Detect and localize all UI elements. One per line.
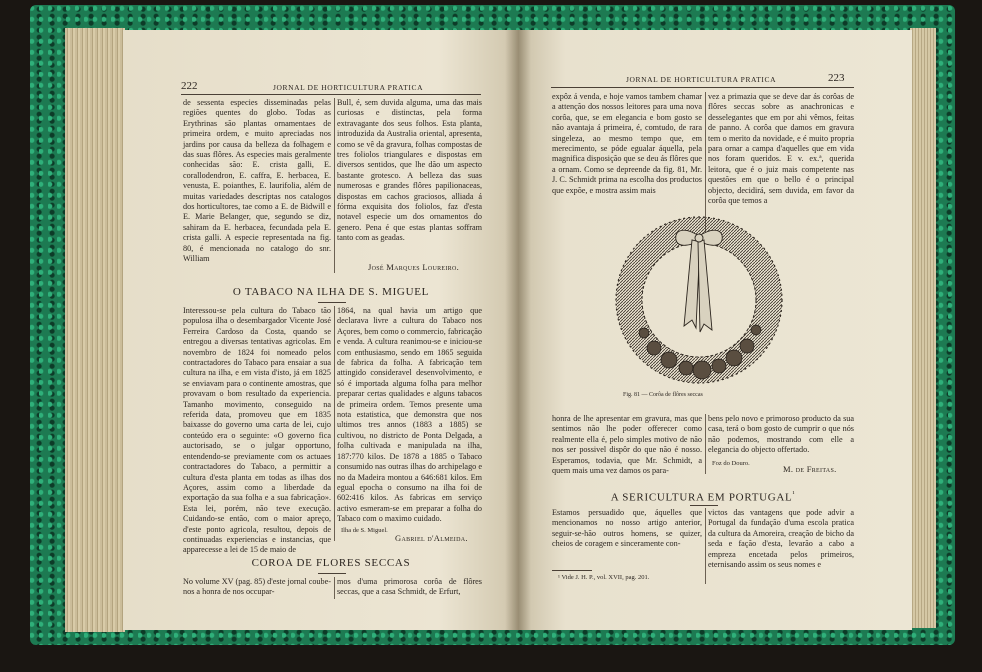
right-page <box>518 30 912 630</box>
column-divider <box>705 414 706 474</box>
section-title-tabaco: O TABACO NA ILHA DE S. MIGUEL <box>232 286 430 298</box>
place-sao-miguel: Ilha de S. Miguel. <box>341 527 388 534</box>
left-page <box>123 30 518 630</box>
right-top-col2: vez a primazia que se deve dar ás corôas de flôres seccas sobre as anachronicas e desselegantes que em por ahi vêmos, feitas de panno. A corôa que damos em gravura tem o merito da novidade, e é muito propria para ornar a campa d'aquelles que em vida nos foram queridos. E v. ex.ª, querida leitora, que é o juiz mais competente nas questões em que o bello é o principal objecto, decidirá, sem duvida, em favor da corôa que temos a <box>708 92 854 206</box>
column-divider <box>705 508 706 584</box>
column-divider <box>334 306 335 541</box>
section-title-sericultura <box>552 490 854 504</box>
left-top-col1: de sessenta especies disseminadas pelas regiões quentes do globo. Todas as Erythrinas são plantas ornamentaes de primeira ordem, e muito apreciadas nos jardins por causa da belleza da folhagem e das suas flôres. As especies mais geralmente conhecidas são: E. crista galli, E. corallodendron, E. caffra, E. herbacea, E. venusta, E. poianthes, E. laurifolia, além de muitas variedades descriptas nos catalogos dos horticultores, tae como a E. de Bidwill e E. Marie Belanger, que, segundo se diz, sahiram da E. herbacea, fecundada pela E. crista galli. A especie representada na fig. 80, é mencionada no catalogo do snr. William <box>183 98 331 264</box>
right-top-col1: expôz á venda, e hoje vamos tambem chamar a attenção dos nossos leitores para uma nova corôa, que, se em elegancia e bom gosto se não avantaja á primeira, é, comtudo, de rara singeleza, ao mesmo tempo que, em merecimento, se póde egualar áquella, pela magnifica disposição que se deu ás flôres que a ornam. Como se depreende da fig. 81, Mr. J. C. Schmidt prima na escolha dos productos que expõe, e mostra assim mais <box>552 92 702 195</box>
place-foz-do-douro: Foz do Douro. <box>712 460 750 467</box>
wreath-illustration <box>614 208 784 388</box>
title-rule <box>318 302 346 303</box>
tabaco-col2: 1864, na qual havia um artigo que declarava livre a cultura do Tabaco nos Açores, bem como o commercio, fabricação e venda. A cultura reanimou-se e iniciou-se com enthusiasmo, sendo em 1865 seguida de fabrica da folha. A fabricação tem attingido consideravel desenvolvimento, e só é importada alguma folha para melhor preparar certas qualidades e alguns tabacos de primeira ordem. Temos presente uma nota estatistica, que demonstra que nos ultimos tres annos (1883 a 1885) se cultivou, no districto de Ponta Delgada, a folha cultivada e manipulada na ilha, 187:770 kilos. De 1878 a 1885 o Tabaco consumido nas outras ilhas do archipelago e no da Madeira montou a 646:681 kilos. Em egual epocha o consumo na ilha foi de 602:416 kilos. As fabricas em serviço activo esmeram-se em preparar a folha do Tabaco com o maximo cuidado. <box>337 306 482 524</box>
left-top-col2: Bull, é, sem duvida alguma, uma das mais curiosas e distinctas, pela forma extravagante dos seus folhos. Esta planta, introduzida da Australia oriental, apresenta, como se vê da gravura, folhas compostas de tres foliolos triangulares e dispostas em diversos sentidos, que lhe dão um aspecto bastante grotesco. A belleza das suas numerosas e grandes flôres papilionaceas, dispostas em cachos graciosos, alliada á fórma exquisita dos foliolos, faz d'esta notavel especie um dos ornamentos do genero. Pena é que estas plantas soffram tanto com as geadas. <box>337 98 482 243</box>
left-page-number: 222 <box>181 80 198 92</box>
right-page-number: 223 <box>828 72 845 84</box>
page-edges-right <box>910 28 936 628</box>
header-rule <box>551 87 854 88</box>
section-title-coroa: COROA DE FLORES SECCAS <box>251 557 411 569</box>
sericultura-title-text: A SERICULTURA EM PORTUGAL <box>610 491 793 504</box>
left-running-head: JORNAL DE HORTICULTURA PRATICA <box>273 83 424 92</box>
ribbon-bow <box>676 230 723 332</box>
title-rule <box>690 505 718 506</box>
sericultura-col1: Estamos persuadido que, áquelles que mencionamos no nosso artigo anterior, seguir-se-hão outros homens, se quizer, cheios de coragem e sinceramente con- <box>552 508 702 549</box>
coroa-col2: mos d'uma primorosa corôa de flôres seccas, que a casa Schmidt, de Erfurt, <box>337 577 482 597</box>
right-running-head: JORNAL DE HORTICULTURA PRATICA <box>626 75 777 84</box>
column-divider <box>334 98 335 273</box>
signature-loureiro: José Marques Loureiro. <box>368 262 460 272</box>
figure-caption: Fig. 81 — Corôa de flôres seccas <box>623 392 703 398</box>
right-mid-col2: bens pelo novo e primoroso producto da sua casa, terá o bom gosto de cumprir o que nós não podemos, mostrando com elle a elegancia do objecto offertado. <box>708 414 854 455</box>
tabaco-col1: Interessou-se pela cultura do Tabaco tão populosa ilha o desembargador Vicente José Ferreira Cardoso da Costa, quando se entregou a diversas tentativas agricolas. Em novembro de 1824 foi nomeado pelos contractadores do Tabaco para ensaiar a sua cultura na ilha, e em vista d'isto, já em 1825 se enviavam para o continente amostras, que provavam o bom resultado da experiencia. Tamanho movimento, conseguido na referida data, promoveu que em 1835 baixasse do governo uma carta de lei, cujo conteúdo era o seguinte: «O governo fica auctorisado, se o julgar opportuno, entendendo-se previamente com os actuaes contractadores do Tabaco, a permittir a cultura d'esta planta em todas as ilhas dos Açores, assim como a liberdade da exportação da sua folha e a sua fabricação». Esta lei, porém, não teve execução. Cuidando-se então, com o maior apreço, d'este ponto agricola, resultou, depois de continuadas experiencias e instancias, que apparecesse a lei de 15 de maio de <box>183 306 331 555</box>
right-mid-col1: honra de lhe apresentar em gravura, mas que sentimos não lhe poder offerecer como realmente ella é, pelo simples motivo de não nos ser possivel dispôr do que não é nosso. Esperamos, todavia, que Mr. Schmidt, a quem mais uma vez damos os para- <box>552 414 702 476</box>
signature-almeida: Gabriel d'Almeida. <box>395 533 468 543</box>
coroa-col1: No volume XV (pag. 85) d'este jornal coube-nos a honra de nos occupar- <box>183 577 331 597</box>
header-rule <box>181 94 481 95</box>
signature-freitas: M. de Freitas. <box>783 464 837 474</box>
sericultura-col2: victos das vantagens que pode advir a Portugal da fundação d'uma escola pratica da cultura da Amoreira, creação de bicho da seda e fação d'esta, levarão a cabo a empreza encetada pelos primeiros, eternisando assim os seus nomes e <box>708 508 854 570</box>
footnote: ¹ Vide J. H. P., vol. XVII, pag. 201. <box>558 574 650 581</box>
column-divider <box>334 577 335 599</box>
footnote-mark: ¹ <box>792 490 796 498</box>
footnote-rule <box>552 570 592 571</box>
book-gutter <box>505 30 531 630</box>
title-rule <box>318 573 346 574</box>
page-edges-left <box>65 28 125 632</box>
